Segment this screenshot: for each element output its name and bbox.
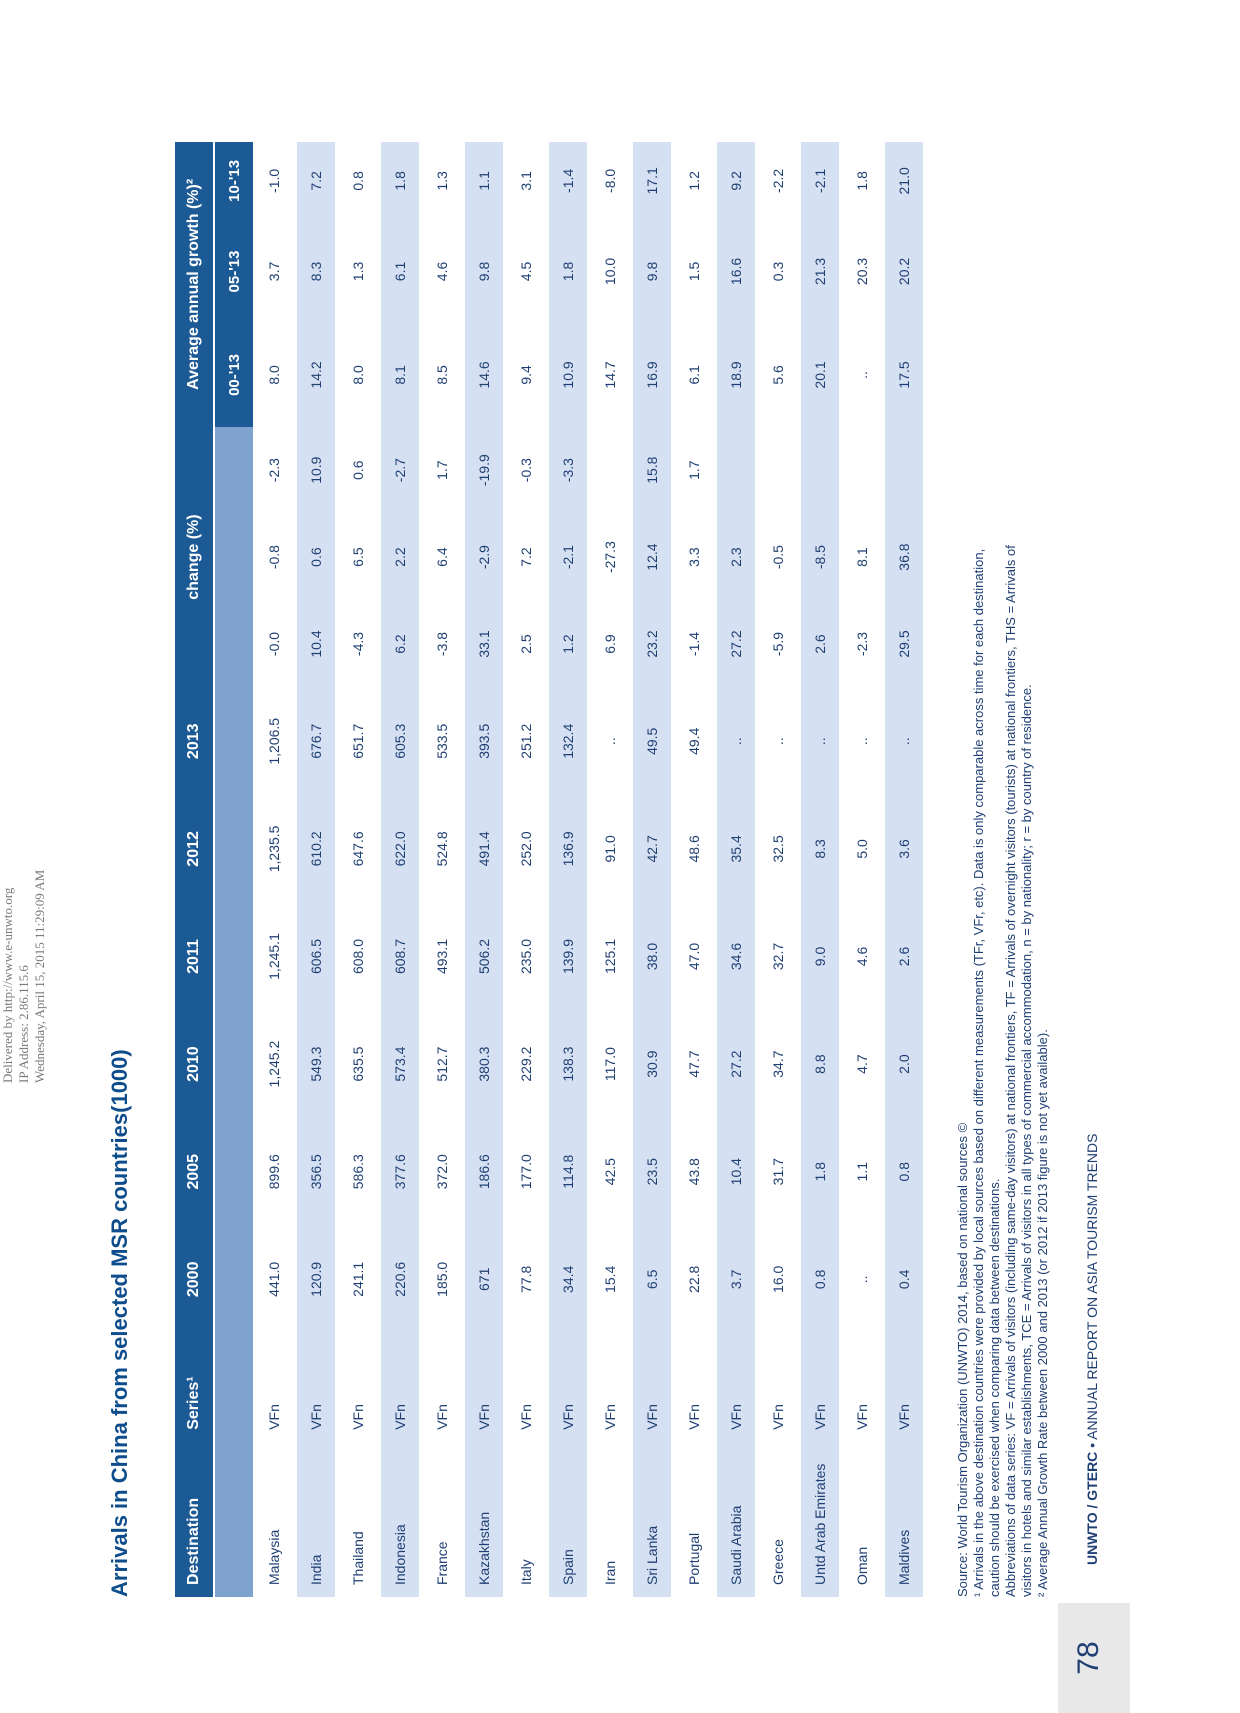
value-cell: 1.8 [843, 142, 885, 220]
value-cell: 42.5 [591, 1118, 633, 1226]
value-cell: 372.0 [423, 1118, 465, 1226]
footnote-abbreviations-cont: visitors in hotels and similar establishments, TCE = Arrivals of visitors in all types of commercial accommodation, n = by nationality; r = by country of residence. [1019, 684, 1034, 1597]
value-cell [759, 427, 801, 514]
subheader-10-13: 10-'13 [215, 142, 255, 220]
destination-cell: Oman [843, 1442, 885, 1597]
value-cell: 49.5 [633, 687, 675, 795]
value-cell: 15.4 [591, 1226, 633, 1334]
subheader-00-13: 00-'13 [215, 323, 255, 426]
value-cell: 117.0 [591, 1010, 633, 1118]
value-cell: 356.5 [297, 1118, 339, 1226]
value-cell: 1,245.2 [255, 1010, 297, 1118]
series-cell: VFn [843, 1333, 885, 1442]
value-cell: 47.0 [675, 903, 717, 1011]
value-cell: 647.6 [339, 795, 381, 903]
value-cell: 6.4 [423, 514, 465, 601]
value-cell: -0.5 [759, 514, 801, 601]
value-cell: 3.6 [885, 795, 927, 903]
value-cell: 16.9 [633, 323, 675, 426]
series-cell: VFn [297, 1333, 339, 1442]
value-cell: 14.2 [297, 323, 339, 426]
destination-cell: Kazakhstan [465, 1442, 507, 1597]
value-cell: -1.0 [255, 142, 297, 220]
value-cell: 6.2 [381, 601, 423, 688]
value-cell: 671 [465, 1226, 507, 1334]
value-cell: 8.0 [255, 323, 297, 426]
value-cell: 8.3 [801, 795, 843, 903]
value-cell: 2.2 [381, 514, 423, 601]
value-cell: 32.5 [759, 795, 801, 903]
value-cell: 23.2 [633, 601, 675, 688]
footnotes [955, 137, 1051, 1597]
series-cell: VFn [423, 1333, 465, 1442]
value-cell: 77.8 [507, 1226, 549, 1334]
header-row [175, 142, 215, 1597]
value-cell: 34.6 [717, 903, 759, 1011]
header-2010: 2010 [175, 1010, 215, 1118]
value-cell: 10.4 [717, 1118, 759, 1226]
table-row [339, 142, 381, 1597]
value-cell: 1.1 [465, 142, 507, 220]
destination-cell: Italy [507, 1442, 549, 1597]
value-cell: -2.9 [465, 514, 507, 601]
value-cell: 31.7 [759, 1118, 801, 1226]
header-growth: Average annual growth (%)² [175, 142, 215, 427]
footer-bullet: • [1084, 1439, 1100, 1452]
value-cell: 20.3 [843, 220, 885, 323]
value-cell: 21.0 [885, 142, 927, 220]
value-cell: -2.2 [759, 142, 801, 220]
value-cell: 21.3 [801, 220, 843, 323]
value-cell: 4.7 [843, 1010, 885, 1118]
table-row [255, 142, 297, 1597]
value-cell: 6.5 [633, 1226, 675, 1334]
value-cell: 651.7 [339, 687, 381, 795]
value-cell: 2.5 [507, 601, 549, 688]
value-cell: 0.8 [885, 1118, 927, 1226]
value-cell: 8.1 [843, 514, 885, 601]
value-cell: -2.1 [801, 142, 843, 220]
destination-cell: Indonesia [381, 1442, 423, 1597]
value-cell: 586.3 [339, 1118, 381, 1226]
value-cell: 0.8 [339, 142, 381, 220]
value-cell: 4.6 [423, 220, 465, 323]
value-cell: 5.0 [843, 795, 885, 903]
value-cell: -8.0 [591, 142, 633, 220]
value-cell: 251.2 [507, 687, 549, 795]
table-title: Arrivals in China from selected MSR countries(1000) [107, 1049, 132, 1597]
table-row [549, 142, 591, 1597]
value-cell: 377.6 [381, 1118, 423, 1226]
series-cell: VFn [801, 1333, 843, 1442]
value-cell: 1.2 [675, 142, 717, 220]
value-cell: 635.5 [339, 1010, 381, 1118]
value-cell: 17.1 [633, 142, 675, 220]
value-cell: 1.1 [843, 1118, 885, 1226]
series-cell: VFn [591, 1333, 633, 1442]
value-cell: 132.4 [549, 687, 591, 795]
value-cell: 18.9 [717, 323, 759, 426]
value-cell: 6.1 [381, 220, 423, 323]
header-destination: Destination [175, 1442, 215, 1597]
value-cell: 8.8 [801, 1010, 843, 1118]
value-cell: 622.0 [381, 795, 423, 903]
series-cell: VFn [675, 1333, 717, 1442]
value-cell: 10.9 [549, 323, 591, 426]
table-row [843, 142, 885, 1597]
destination-cell: Untd Arab Emirates [801, 1442, 843, 1597]
value-cell: 16.6 [717, 220, 759, 323]
value-cell [885, 427, 927, 514]
value-cell: 10.4 [297, 601, 339, 688]
value-cell: 43.8 [675, 1118, 717, 1226]
value-cell [801, 427, 843, 514]
value-cell: 512.7 [423, 1010, 465, 1118]
value-cell: 393.5 [465, 687, 507, 795]
value-cell: 676.7 [297, 687, 339, 795]
header-change: change (%) [175, 427, 215, 688]
header-2005: 2005 [175, 1118, 215, 1226]
subheader-05-13: 05-'13 [215, 220, 255, 323]
value-cell: -2.3 [843, 601, 885, 688]
table-row [423, 142, 465, 1597]
value-cell: 23.5 [633, 1118, 675, 1226]
value-cell: 120.9 [297, 1226, 339, 1334]
value-cell: 1.8 [801, 1118, 843, 1226]
value-cell: 42.7 [633, 795, 675, 903]
value-cell: 16.0 [759, 1226, 801, 1334]
value-cell [591, 427, 633, 514]
table-row [507, 142, 549, 1597]
value-cell: 34.7 [759, 1010, 801, 1118]
value-cell: -27.3 [591, 514, 633, 601]
value-cell: 549.3 [297, 1010, 339, 1118]
value-cell: 30.9 [633, 1010, 675, 1118]
footnote-abbreviations: Abbreviations of data series: VF = Arrivals of visitors (including same-day visitors) at national frontiers, TF = Arrivals of overnight visitors (tourists) at national frontiers, THS = Arrivals of [1003, 545, 1018, 1597]
value-cell: 5.6 [759, 323, 801, 426]
value-cell: 3.7 [717, 1226, 759, 1334]
value-cell: 491.4 [465, 795, 507, 903]
value-cell: -5.9 [759, 601, 801, 688]
value-cell: 0.6 [339, 427, 381, 514]
watermark-line: Delivered by http://www.e-unwto.org [0, 887, 15, 1083]
series-cell: VFn [717, 1333, 759, 1442]
series-cell: VFn [885, 1333, 927, 1442]
value-cell: -4.3 [339, 601, 381, 688]
value-cell: 1,245.1 [255, 903, 297, 1011]
value-cell: 380.3 [465, 1010, 507, 1118]
value-cell: .. [885, 687, 927, 795]
value-cell: 9.0 [801, 903, 843, 1011]
value-cell: 606.5 [297, 903, 339, 1011]
value-cell: -2.1 [549, 514, 591, 601]
value-cell: 0.6 [297, 514, 339, 601]
footnote-2: ² Average Annual Growth Rate between 2000 and 2013 (or 2012 if 2013 figure is not yet available). [1035, 1029, 1050, 1597]
value-cell: 177.0 [507, 1118, 549, 1226]
destination-cell: Thailand [339, 1442, 381, 1597]
destination-cell: France [423, 1442, 465, 1597]
value-cell: 441.0 [255, 1226, 297, 1334]
value-cell: .. [843, 1226, 885, 1334]
value-cell: 22.8 [675, 1226, 717, 1334]
value-cell: 38.0 [633, 903, 675, 1011]
value-cell: .. [843, 323, 885, 426]
value-cell: 9.8 [465, 220, 507, 323]
table-row [633, 142, 675, 1597]
value-cell: 608.7 [381, 903, 423, 1011]
value-cell: 0.3 [759, 220, 801, 323]
value-cell [717, 427, 759, 514]
value-cell: 27.2 [717, 601, 759, 688]
header-series: Series¹ [175, 1333, 215, 1442]
value-cell: 47.7 [675, 1010, 717, 1118]
arrivals-table [175, 142, 927, 1597]
footnote-1-cont: caution should be exercised when comparing data between destinations. [987, 1178, 1002, 1597]
value-cell: 7.2 [297, 142, 339, 220]
series-cell: VFn [381, 1333, 423, 1442]
value-cell: -8.5 [801, 514, 843, 601]
value-cell: 10.9 [297, 427, 339, 514]
footer-report: ANNUAL REPORT ON ASIA TOURISM TRENDS [1084, 1133, 1100, 1440]
table-row [801, 142, 843, 1597]
value-cell: .. [759, 687, 801, 795]
value-cell: 9.2 [717, 142, 759, 220]
value-cell: 1.3 [423, 142, 465, 220]
value-cell: 533.5 [423, 687, 465, 795]
value-cell: 33.1 [465, 601, 507, 688]
value-cell: 17.5 [885, 323, 927, 426]
value-cell: 0.8 [801, 1226, 843, 1334]
value-cell: 3.1 [507, 142, 549, 220]
value-cell: 14.6 [465, 323, 507, 426]
header-2012: 2012 [175, 795, 215, 903]
header-2011: 2011 [175, 903, 215, 1011]
value-cell: 4.5 [507, 220, 549, 323]
value-cell: 506.2 [465, 903, 507, 1011]
value-cell: .. [591, 687, 633, 795]
value-cell: .. [801, 687, 843, 795]
destination-cell: Spain [549, 1442, 591, 1597]
value-cell: 573.4 [381, 1010, 423, 1118]
series-cell: VFn [465, 1333, 507, 1442]
destination-cell: Malaysia [255, 1442, 297, 1597]
value-cell: 138.3 [549, 1010, 591, 1118]
value-cell: 241.1 [339, 1226, 381, 1334]
value-cell: 8.3 [297, 220, 339, 323]
footer-org: UNWTO / GTERC [1084, 1451, 1100, 1565]
value-cell: 1.8 [549, 220, 591, 323]
value-cell: 524.8 [423, 795, 465, 903]
page-number: 78 [1072, 1641, 1105, 1675]
destination-cell: India [297, 1442, 339, 1597]
value-cell: 35.4 [717, 795, 759, 903]
value-cell: 1.7 [423, 427, 465, 514]
value-cell: 229.2 [507, 1010, 549, 1118]
value-cell: 14.7 [591, 323, 633, 426]
value-cell: 20.2 [885, 220, 927, 323]
value-cell: 608.0 [339, 903, 381, 1011]
value-cell: 1.3 [339, 220, 381, 323]
value-cell: 4.6 [843, 903, 885, 1011]
value-cell: 6.9 [591, 601, 633, 688]
table-row [675, 142, 717, 1597]
value-cell: 3.7 [255, 220, 297, 323]
series-cell: VFn [339, 1333, 381, 1442]
value-cell: 6.5 [339, 514, 381, 601]
table-body [255, 142, 927, 1597]
value-cell: 10.0 [591, 220, 633, 323]
value-cell: 7.2 [507, 514, 549, 601]
series-cell: VFn [633, 1333, 675, 1442]
value-cell: 34.4 [549, 1226, 591, 1334]
running-footer [1084, 1134, 1100, 1565]
value-cell: 15.8 [633, 427, 675, 514]
value-cell: 6.1 [675, 323, 717, 426]
value-cell: 136.9 [549, 795, 591, 903]
value-cell: 9.4 [507, 323, 549, 426]
value-cell: 1,206.5 [255, 687, 297, 795]
value-cell: -3.3 [549, 427, 591, 514]
value-cell: .. [843, 687, 885, 795]
table-row [885, 142, 927, 1597]
value-cell: 220.6 [381, 1226, 423, 1334]
series-cell: VFn [549, 1333, 591, 1442]
value-cell: 8.0 [339, 323, 381, 426]
value-cell: 8.1 [381, 323, 423, 426]
value-cell: 252.0 [507, 795, 549, 903]
destination-cell: Saudi Arabia [717, 1442, 759, 1597]
value-cell: 36.8 [885, 514, 927, 601]
value-cell: -2.7 [381, 427, 423, 514]
value-cell: -0.0 [255, 601, 297, 688]
series-cell: VFn [759, 1333, 801, 1442]
table-row [717, 142, 759, 1597]
value-cell: 27.2 [717, 1010, 759, 1118]
value-cell: 2.3 [717, 514, 759, 601]
value-cell: 1.2 [549, 601, 591, 688]
value-cell: 2.6 [801, 601, 843, 688]
table-row [465, 142, 507, 1597]
table-row [591, 142, 633, 1597]
value-cell: 20.1 [801, 323, 843, 426]
value-cell: 235.0 [507, 903, 549, 1011]
value-cell: 48.6 [675, 795, 717, 903]
value-cell: -2.3 [255, 427, 297, 514]
destination-cell: Portugal [675, 1442, 717, 1597]
value-cell: 1.7 [675, 427, 717, 514]
value-cell: 3.3 [675, 514, 717, 601]
value-cell: -19.9 [465, 427, 507, 514]
value-cell: 899.6 [255, 1118, 297, 1226]
watermark-line: IP Address: 2.86.115.6 [16, 965, 31, 1083]
series-cell: VFn [255, 1333, 297, 1442]
table-row [381, 142, 423, 1597]
value-cell: -1.4 [675, 601, 717, 688]
value-cell: 139.9 [549, 903, 591, 1011]
value-cell: 114.8 [549, 1118, 591, 1226]
value-cell: -3.8 [423, 601, 465, 688]
value-cell: 2.6 [885, 903, 927, 1011]
value-cell: 125.1 [591, 903, 633, 1011]
destination-cell: Sri Lanka [633, 1442, 675, 1597]
value-cell: 8.5 [423, 323, 465, 426]
subheader-row [215, 142, 255, 1597]
value-cell: .. [717, 687, 759, 795]
series-cell: VFn [507, 1333, 549, 1442]
value-cell: -0.3 [507, 427, 549, 514]
header-2000: 2000 [175, 1226, 215, 1334]
download-watermark [0, 683, 48, 1083]
value-cell: 91.0 [591, 795, 633, 903]
value-cell: 493.1 [423, 903, 465, 1011]
value-cell: 29.5 [885, 601, 927, 688]
destination-cell: Maldives [885, 1442, 927, 1597]
destination-cell: Iran [591, 1442, 633, 1597]
value-cell: 610.2 [297, 795, 339, 903]
destination-cell: Greece [759, 1442, 801, 1597]
value-cell: 32.7 [759, 903, 801, 1011]
value-cell: 1.8 [381, 142, 423, 220]
value-cell: -1.4 [549, 142, 591, 220]
header-2013: 2013 [175, 687, 215, 795]
value-cell: 0.4 [885, 1226, 927, 1334]
source-note: Source: World Tourism Organization (UNWTO) 2014, based on national sources © [955, 1122, 970, 1597]
value-cell: 49.4 [675, 687, 717, 795]
value-cell: 605.3 [381, 687, 423, 795]
footnote-1: ¹ Arrivals in the above destination countries were provided by local sources based on different measurements (TFr, VFr, etc). Data is only comparable across time for each destination, [971, 548, 986, 1597]
value-cell [843, 427, 885, 514]
table-row [759, 142, 801, 1597]
value-cell: 1,235.5 [255, 795, 297, 903]
table-row [297, 142, 339, 1597]
value-cell: 186.6 [465, 1118, 507, 1226]
watermark-line: Wednesday, April 15, 2015 11:29:09 AM [32, 869, 47, 1083]
value-cell: -0.8 [255, 514, 297, 601]
value-cell: 12.4 [633, 514, 675, 601]
value-cell: 185.0 [423, 1226, 465, 1334]
value-cell: 1.5 [675, 220, 717, 323]
value-cell: 9.8 [633, 220, 675, 323]
value-cell: 2.0 [885, 1010, 927, 1118]
